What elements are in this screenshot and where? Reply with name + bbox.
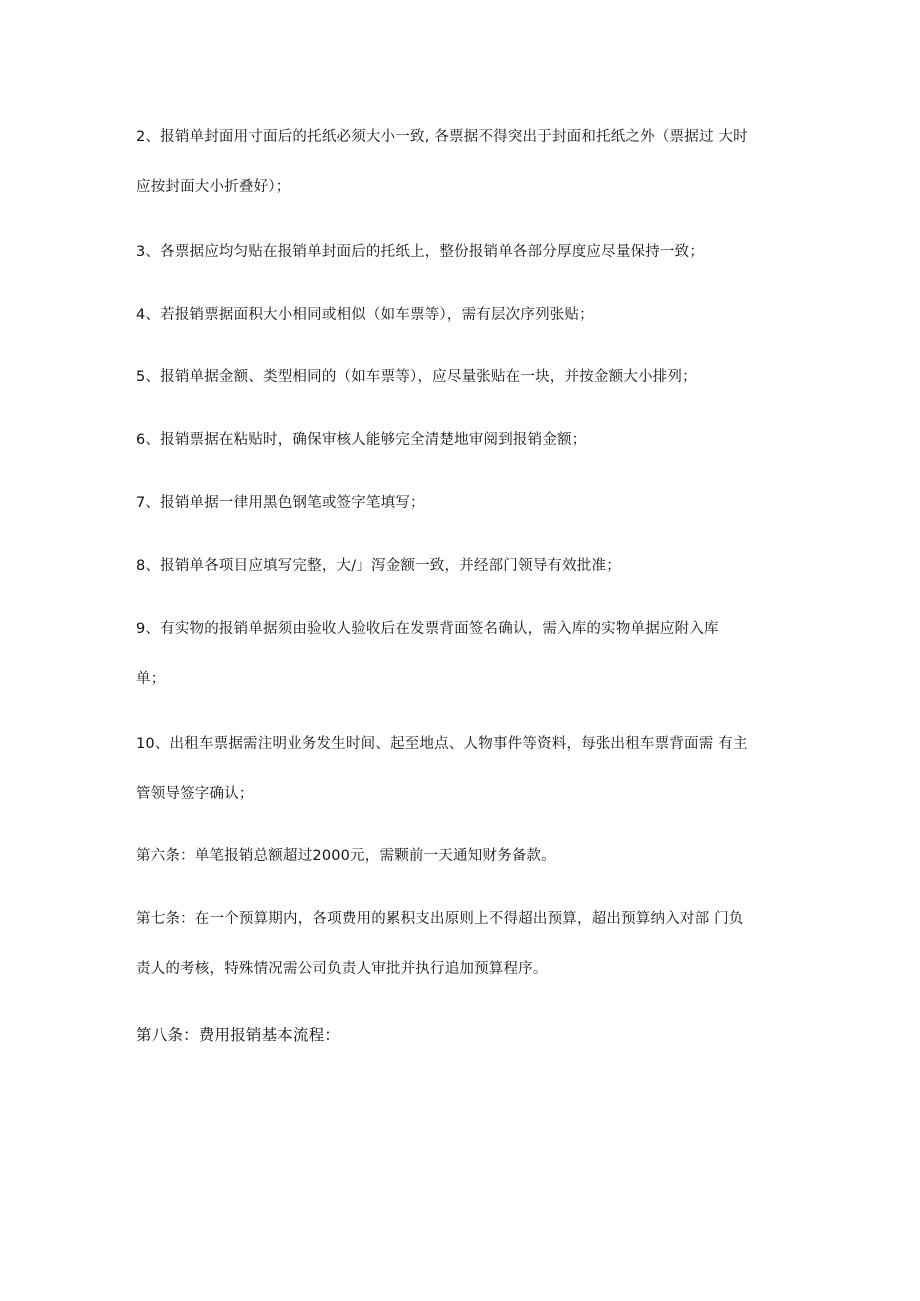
- item-2-line-1: 2、报销单封面用寸面后的托纸必须大小一致, 各票据不得突出于封面和托纸之外（票据过 大时: [136, 129, 748, 145]
- item-2-line-2: 应按封面大小折叠好）；: [136, 179, 291, 195]
- item-5: 5、报销单据金额、类型相同的（如车票等），应尽量张贴在一块，并按金额大小排列；: [136, 369, 697, 385]
- article-8-heading: 第八条：费用报销基本流程：: [136, 1026, 341, 1044]
- item-10-line-2: 管领导签字确认；: [136, 786, 254, 802]
- article-7-line-1: 第七条：在一个预算期内，各项费用的累积支出原则上不得超出预算，超出预算纳入对部 门负: [136, 911, 744, 927]
- item-10-line-1: 10、出租车票据需注明业务发生时间、起至地点、人物事件等资料，每张出租车票背面需 有主: [136, 736, 748, 752]
- item-4: 4、若报销票据面积大小相同或相似（如车票等），需有层次序列张贴；: [136, 307, 594, 323]
- item-8: 8、报销单各项目应填写完整，大/」泻金额一致，并经部门领导有效批准；: [136, 558, 621, 574]
- item-9-line-1: 9、有实物的报销单据须由验收人验收后在发票背面签名确认，需入库的实物单据应附入库: [136, 621, 719, 637]
- item-3: 3、各票据应均匀贴在报销单封面后的托纸上，整份报销单各部分厚度应尽量保持一致；: [136, 244, 705, 260]
- article-6: 第六条：单笔报销总额超过2000元，需颗前一天通知财务备款。: [136, 848, 556, 864]
- item-7: 7、报销单据一律用黑色钢笔或签字笔填写；: [136, 495, 425, 511]
- article-7-line-2: 责人的考核，特殊情况需公司负责人审批并执行追加预算程序。: [136, 961, 548, 977]
- item-9-line-2: 单；: [136, 671, 166, 687]
- item-6: 6、报销票据在粘贴时，确保审核人能够完全清楚地审阅到报销金额；: [136, 432, 587, 448]
